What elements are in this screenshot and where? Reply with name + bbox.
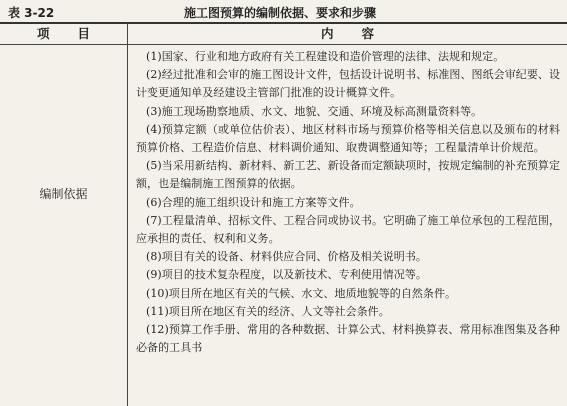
content-item: (12)预算工作手册、常用的各种数据、计算公式、材料换算表、常用标准图集及各种必备的工具书 (136, 323, 560, 355)
content-item: (6)合理的施工组织设计和施工方案等文件。 (146, 195, 361, 209)
table-title: 施工图预算的编制依据、要求和步骤 (184, 6, 377, 20)
content-item: (7)工程量清单、招标文件、工程合同或协议书。它明确了施工单位承包的工程范围，应承担的责任、权利和义务。 (136, 213, 560, 246)
content-item: (10)项目所在地区有关的气候、水文、地质地貌等的自然条件。 (146, 286, 457, 300)
table-number: 表 3-22 (8, 6, 55, 20)
content-cell (136, 48, 560, 357)
table-column-divider (127, 23, 128, 406)
header-item: 项目 (36, 26, 118, 41)
table-caption (8, 4, 563, 20)
content-item: (11)项目所在地区有关的经济、人文等社会条件。 (146, 304, 390, 318)
row-label-basis: 编制依据 (39, 187, 88, 201)
header-content: 内容 (320, 26, 402, 41)
content-item: (2)经过批准和会审的施工图设计文件，包括设计说明书、标准图、图纸会审纪要、设计变更通知单及经建设主管部门批准的设计概算文件。 (136, 68, 560, 100)
content-item: (8)项目有关的设备、材料供应合同、价格及相关说明书。 (146, 250, 427, 264)
table-header-rule (0, 44, 567, 45)
content-item: (1)国家、行业和地方政府有关工程建设和造价管理的法律、法规和规定。 (146, 50, 505, 63)
content-item: (9)项目的技术复杂程度，以及新技术、专利使用情况等。 (146, 268, 427, 282)
content-item: (5)当采用新结构、新材料、新工艺、新设备而定额缺项时，按规定编制的补充预算定额，也是编制施工图预算的依据。 (136, 159, 560, 191)
content-item: (3)施工现场勘察地质、水文、地貌、交通、环境及标高测量资料等。 (146, 104, 483, 118)
content-item: (4)预算定额（或单位估价表）、地区材料市场与预算价格等相关信息以及颁布的材料预算价格、工程造价信息、材料调价通知、取费调整通知等；工程量清单计价规范。 (136, 122, 560, 155)
